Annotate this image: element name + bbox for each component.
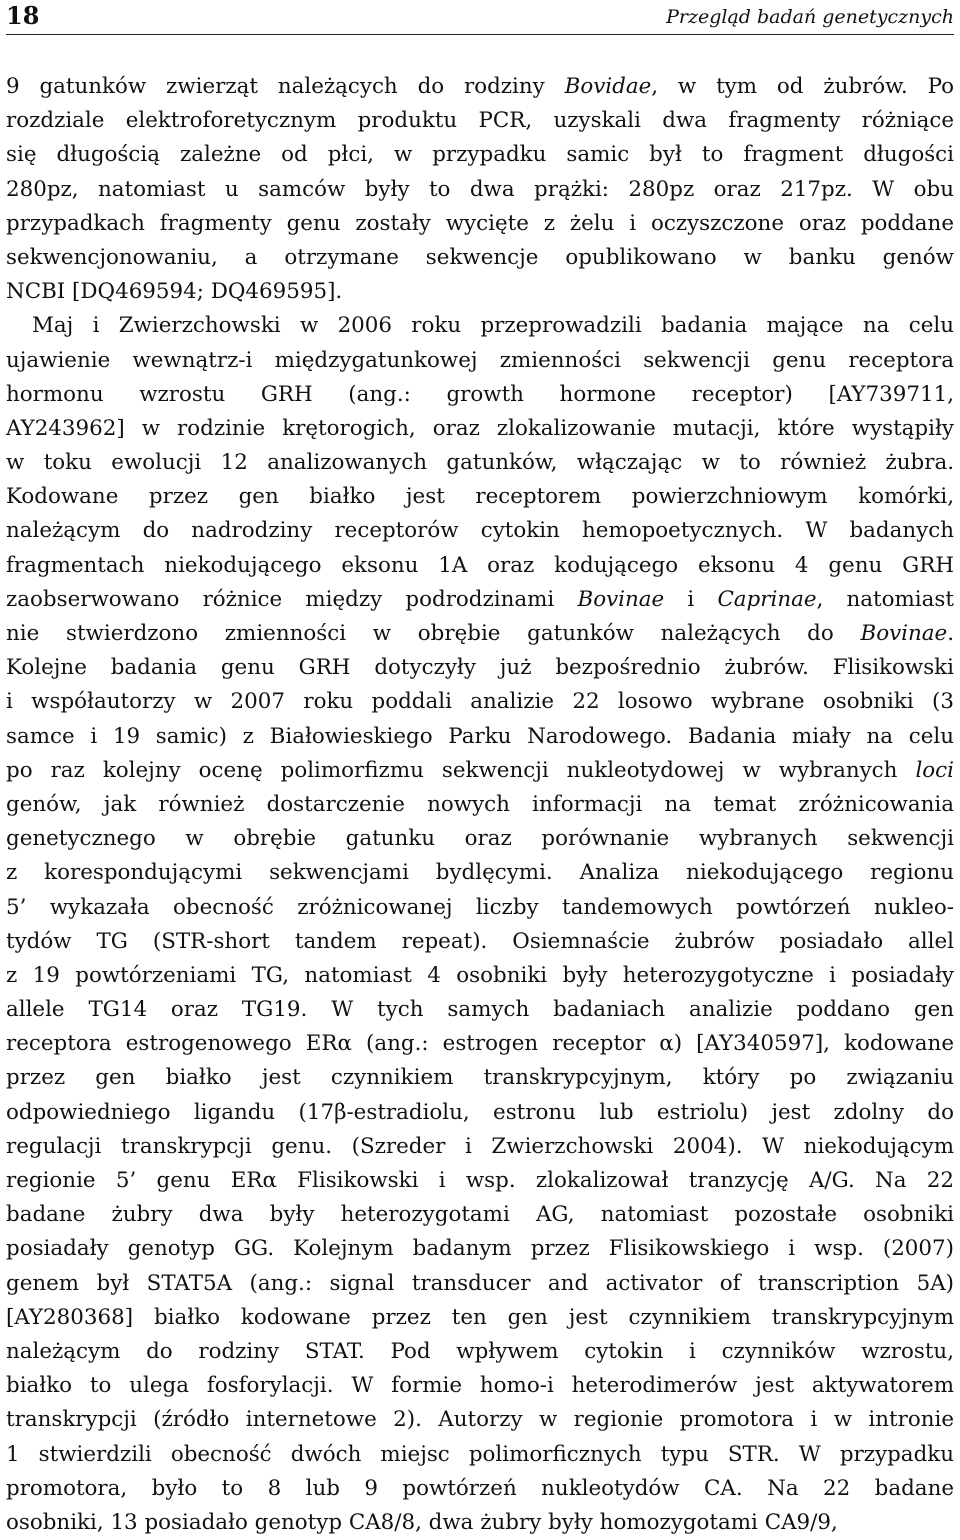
text-line xyxy=(6,685,954,719)
italic-term: loci xyxy=(915,757,954,783)
text-line xyxy=(6,309,954,343)
italic-term: Caprinae xyxy=(717,586,817,612)
text-line xyxy=(6,104,954,138)
text-line xyxy=(6,549,954,583)
text-run: w toku ewolucji 12 analizowanych gatunków, włączając w to również żubra. xyxy=(6,450,954,476)
text-run: nie stwierdzono zmienności w obrębie gatunków należących do xyxy=(6,621,861,646)
text-run: 280pz, natomiast u samców były to dwa prążki: 280pz oraz 217pz. W obu xyxy=(6,176,954,202)
text-run: 1 stwierdzili obecność dwóch miejsc polimorficznych typu STR. W przypadku xyxy=(6,1441,954,1467)
text-line xyxy=(6,617,954,651)
text-line xyxy=(6,925,954,959)
text-line xyxy=(6,720,954,754)
text-line xyxy=(6,1198,954,1232)
text-line xyxy=(6,480,954,514)
text-line xyxy=(6,1335,954,1369)
text-run: sekwencjonowaniu, a otrzymane sekwencje opublikowano w banku genów xyxy=(6,244,954,270)
text-line xyxy=(6,1472,954,1506)
text-line xyxy=(6,1164,954,1198)
text-run: [AY280368] białko kodowane przez ten gen jest czynnikiem transkrypcyjnym xyxy=(6,1304,954,1330)
text-line xyxy=(6,1403,954,1437)
text-line xyxy=(6,1027,954,1061)
text-run: zaobserwowano różnice między podrodzinami xyxy=(6,586,578,612)
text-line xyxy=(6,651,954,685)
text-line xyxy=(6,1267,954,1301)
text-run: . xyxy=(947,621,954,646)
text-line xyxy=(6,241,954,275)
text-line xyxy=(6,788,954,822)
text-run: genem był STAT5A (ang.: signal transducer and activator of transcription 5A) xyxy=(6,1270,954,1296)
text-run: i xyxy=(664,586,718,612)
text-line xyxy=(6,207,954,241)
italic-term: Bovinae xyxy=(577,586,665,612)
text-line xyxy=(6,993,954,1027)
body-text xyxy=(6,70,954,1540)
text-line xyxy=(6,891,954,925)
text-run: hormonu wzrostu GRH (ang.: growth hormone receptor) [AY739711, xyxy=(6,381,954,407)
text-line xyxy=(6,1301,954,1335)
text-line xyxy=(6,70,954,104)
text-run: regionie 5’ genu ERα Flisikowski i wsp. zlokalizował tranzycję A/G. Na 22 xyxy=(6,1168,954,1193)
text-line xyxy=(6,583,954,617)
page-header xyxy=(6,0,954,35)
text-run: regulacji transkrypcji genu. (Szreder i Zwierzchowski 2004). W niekodującym xyxy=(6,1133,954,1159)
text-run: 9 gatunków zwierząt należących do rodziny xyxy=(6,74,565,99)
text-run: z 19 powtórzeniami TG, natomiast 4 osobniki były heterozygotyczne i posiadały xyxy=(6,962,954,988)
text-run: badane żubry dwa były heterozygotami AG, natomiast pozostałe osobniki xyxy=(6,1202,954,1228)
text-run: i współautorzy w 2007 roku poddali analizie 22 losowo wybrane osobniki (3 xyxy=(6,689,954,715)
text-line xyxy=(6,1130,954,1164)
text-run: 5’ wykazała obecność zróżnicowanej liczby tandemowych powtórzeń nukleo- xyxy=(6,894,954,920)
italic-term: Bovidae xyxy=(564,74,652,99)
text-line xyxy=(6,856,954,890)
text-run: Maj i Zwierzchowski w 2006 roku przeprowadzili badania mające na celu xyxy=(32,313,954,339)
text-run: odpowiedniego ligandu (17β-estradiolu, estronu lub estriolu) jest zdolny do xyxy=(6,1099,954,1125)
text-run: rozdziale elektroforetycznym produktu PCR, uzyskali dwa fragmenty różniące xyxy=(6,108,954,134)
text-line xyxy=(6,1061,954,1095)
text-run: receptora estrogenowego ERα (ang.: estrogen receptor α) [AY340597], kodowane xyxy=(6,1031,954,1057)
text-line xyxy=(6,378,954,412)
text-line xyxy=(6,1369,954,1403)
text-run: , natomiast xyxy=(816,586,954,612)
text-line xyxy=(6,412,954,446)
text-run: należącym do nadrodziny receptorów cytokin hemopoetycznych. W badanych xyxy=(6,518,954,544)
text-run: genetycznego w obrębie gatunku oraz porównanie wybranych sekwencji xyxy=(6,826,954,852)
text-run: NCBI [DQ469594; DQ469595]. xyxy=(6,279,343,305)
text-line xyxy=(6,822,954,856)
text-run: posiadały genotyp GG. Kolejnym badanym przez Flisikowskiego i wsp. (2007) xyxy=(6,1236,954,1262)
text-run: ujawienie wewnątrz-i międzygatunkowej zmienności sekwencji genu receptora xyxy=(6,347,954,373)
text-run: Kodowane przez gen białko jest receptorem powierzchniowym komórki, xyxy=(6,484,954,510)
text-run: transkrypcji (źródło internetowe 2). Autorzy w regionie promotora i w intronie xyxy=(6,1407,954,1433)
running-title: Przegląd badań genetycznych xyxy=(666,6,954,28)
text-line xyxy=(6,514,954,548)
text-run: , w tym od żubrów. Po xyxy=(651,74,954,99)
text-run: się długością zależne od płci, w przypadku samic był to fragment długości xyxy=(6,142,954,168)
text-run: białko to ulega fosforylacji. W formie homo-i heterodimerów jest aktywatorem xyxy=(6,1373,954,1399)
text-line xyxy=(6,1506,954,1540)
text-run: przypadkach fragmenty genu zostały wycięte z żelu i oczyszczone oraz poddane xyxy=(6,210,954,236)
text-run: po raz kolejny ocenę polimorfizmu sekwencji nukleotydowej w wybranych xyxy=(6,757,916,783)
text-line xyxy=(6,138,954,172)
text-run: tydów TG (STR-short tandem repeat). Osiemnaście żubrów posiadało allel xyxy=(6,928,954,954)
text-line xyxy=(6,754,954,788)
text-line xyxy=(6,1232,954,1266)
text-run: samce i 19 samic) z Białowieskiego Parku Narodowego. Badania miały na celu xyxy=(6,723,954,749)
text-run: promotora, było to 8 lub 9 powtórzeń nukleotydów CA. Na 22 badane xyxy=(6,1475,954,1501)
text-run: AY243962] w rodzinie krętorogich, oraz zlokalizowanie mutacji, które wystąpiły xyxy=(6,415,954,441)
text-run: osobniki, 13 posiadało genotyp CA8/8, dwa żubry były homozygotami CA9/9, xyxy=(6,1509,838,1535)
text-run: fragmentach niekodującego eksonu 1A oraz kodującego eksonu 4 genu GRH xyxy=(6,552,954,578)
text-run: z korespondującymi sekwencjami bydlęcymi. Analiza niekodującego regionu xyxy=(6,860,954,886)
text-line xyxy=(6,959,954,993)
text-line xyxy=(6,1096,954,1130)
text-run: przez gen białko jest czynnikiem transkrypcyjnym, który po związaniu xyxy=(6,1065,954,1091)
italic-term: Bovinae xyxy=(860,621,948,646)
text-line xyxy=(6,344,954,378)
text-run: Kolejne badania genu GRH dotyczyły już bezpośrednio żubrów. Flisikowski xyxy=(6,655,954,681)
text-run: allele TG14 oraz TG19. W tych samych badaniach analizie poddano gen xyxy=(6,997,954,1023)
text-line xyxy=(6,173,954,207)
page-number: 18 xyxy=(6,1,40,30)
text-line xyxy=(6,1438,954,1472)
text-run: należącym do rodziny STAT. Pod wpływem cytokin i czynników wzrostu, xyxy=(6,1338,954,1364)
text-line xyxy=(6,446,954,480)
text-run: genów, jak również dostarczenie nowych informacji na temat zróżnicowania xyxy=(6,791,954,817)
text-line xyxy=(6,275,954,309)
